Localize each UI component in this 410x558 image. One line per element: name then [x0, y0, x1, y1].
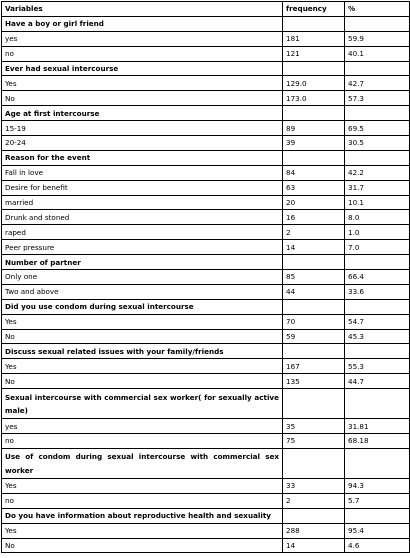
- row-percent: 54.7: [345, 314, 410, 329]
- section-row: [2, 16, 410, 31]
- row-label: No: [2, 91, 283, 106]
- row-percent: 59.9: [345, 31, 410, 46]
- header-variables: Variables: [2, 2, 283, 17]
- empty-cell: [345, 16, 410, 31]
- row-percent: 44.7: [345, 374, 410, 389]
- row-label: yes: [2, 31, 283, 46]
- row-frequency: 2: [283, 225, 345, 240]
- row-label: Peer pressure: [2, 240, 283, 255]
- empty-cell: [345, 61, 410, 76]
- section-row: [2, 299, 410, 314]
- row-frequency: 33: [283, 478, 345, 493]
- empty-cell: [283, 16, 345, 31]
- row-percent: 95.4: [345, 523, 410, 538]
- row-label: Yes: [2, 478, 283, 493]
- section-title: Sexual intercourse with commercial sex worker( for sexually active male): [2, 389, 283, 419]
- table-row: [2, 31, 410, 46]
- row-percent: 10.1: [345, 195, 410, 210]
- row-label: Yes: [2, 76, 283, 91]
- row-percent: 94.3: [345, 478, 410, 493]
- section-row: [2, 389, 410, 419]
- row-percent: 68.18: [345, 434, 410, 449]
- row-frequency: 70: [283, 314, 345, 329]
- row-label: 20-24: [2, 136, 283, 151]
- row-percent: 45.3: [345, 329, 410, 344]
- row-percent: 42.7: [345, 76, 410, 91]
- section-row: [2, 344, 410, 359]
- row-label: Desire for benefit: [2, 180, 283, 195]
- table-row: [2, 314, 410, 329]
- row-label: Two and above: [2, 284, 283, 299]
- row-percent: 30.5: [345, 136, 410, 151]
- empty-cell: [283, 389, 345, 419]
- header-percent: %: [345, 2, 410, 17]
- row-frequency: 84: [283, 165, 345, 180]
- empty-cell: [283, 150, 345, 165]
- empty-cell: [345, 106, 410, 121]
- empty-cell: [345, 150, 410, 165]
- row-percent: 4.6: [345, 538, 410, 553]
- empty-cell: [283, 448, 345, 478]
- header-row: [2, 2, 410, 17]
- section-row: [2, 61, 410, 76]
- row-percent: 31.81: [345, 419, 410, 434]
- section-title: Ever had sexual intercourse: [2, 61, 283, 76]
- empty-cell: [283, 344, 345, 359]
- empty-cell: [345, 448, 410, 478]
- row-label: 15-19: [2, 121, 283, 136]
- row-label: married: [2, 195, 283, 210]
- row-label: Yes: [2, 523, 283, 538]
- empty-cell: [345, 255, 410, 270]
- row-frequency: 75: [283, 434, 345, 449]
- table-row: [2, 165, 410, 180]
- section-row: [2, 106, 410, 121]
- section-title: Number of partner: [2, 255, 283, 270]
- table-header: [2, 2, 410, 17]
- section-row: [2, 448, 410, 478]
- table-row: [2, 180, 410, 195]
- row-frequency: 59: [283, 329, 345, 344]
- row-percent: 31.7: [345, 180, 410, 195]
- header-frequency: frequency: [283, 2, 345, 17]
- row-label: No: [2, 538, 283, 553]
- table-body: [2, 16, 410, 553]
- row-frequency: 16: [283, 210, 345, 225]
- row-frequency: 288: [283, 523, 345, 538]
- table-row: [2, 374, 410, 389]
- empty-cell: [283, 106, 345, 121]
- table-row: [2, 240, 410, 255]
- table-row: [2, 478, 410, 493]
- row-frequency: 2: [283, 493, 345, 508]
- row-frequency: 35: [283, 419, 345, 434]
- section-title: Do you have information about reproductive health and sexuality: [2, 508, 283, 523]
- section-row: [2, 255, 410, 270]
- row-frequency: 14: [283, 538, 345, 553]
- row-frequency: 39: [283, 136, 345, 151]
- table-row: [2, 359, 410, 374]
- row-frequency: 121: [283, 46, 345, 61]
- row-percent: 8.0: [345, 210, 410, 225]
- survey-table: [1, 1, 410, 553]
- table-row: [2, 434, 410, 449]
- row-label: No: [2, 374, 283, 389]
- empty-cell: [283, 255, 345, 270]
- section-row: [2, 508, 410, 523]
- table-row: [2, 46, 410, 61]
- row-label: No: [2, 329, 283, 344]
- table-row: [2, 329, 410, 344]
- table-row: [2, 493, 410, 508]
- row-label: Yes: [2, 359, 283, 374]
- empty-cell: [345, 299, 410, 314]
- row-percent: 55.3: [345, 359, 410, 374]
- row-label: no: [2, 46, 283, 61]
- row-label: no: [2, 434, 283, 449]
- empty-cell: [283, 508, 345, 523]
- section-row: [2, 150, 410, 165]
- row-label: Yes: [2, 314, 283, 329]
- empty-cell: [345, 508, 410, 523]
- row-label: Drunk and stoned: [2, 210, 283, 225]
- table-row: [2, 225, 410, 240]
- table-row: [2, 538, 410, 553]
- table-row: [2, 91, 410, 106]
- section-title: Reason for the event: [2, 150, 283, 165]
- row-label: Only one: [2, 270, 283, 285]
- table-row: [2, 195, 410, 210]
- section-title: Use of condom during sexual intercourse with commercial sex worker: [2, 448, 283, 478]
- table-row: [2, 210, 410, 225]
- row-frequency: 181: [283, 31, 345, 46]
- row-label: no: [2, 493, 283, 508]
- table-row: [2, 136, 410, 151]
- row-label: yes: [2, 419, 283, 434]
- row-frequency: 135: [283, 374, 345, 389]
- row-percent: 1.0: [345, 225, 410, 240]
- table-row: [2, 76, 410, 91]
- row-percent: 69.5: [345, 121, 410, 136]
- table-row: [2, 419, 410, 434]
- row-label: Fall in love: [2, 165, 283, 180]
- row-frequency: 63: [283, 180, 345, 195]
- row-frequency: 14: [283, 240, 345, 255]
- table-row: [2, 523, 410, 538]
- row-frequency: 89: [283, 121, 345, 136]
- row-percent: 57.3: [345, 91, 410, 106]
- row-percent: 66.4: [345, 270, 410, 285]
- row-percent: 33.6: [345, 284, 410, 299]
- empty-cell: [283, 299, 345, 314]
- row-frequency: 173.0: [283, 91, 345, 106]
- section-title: Have a boy or girl friend: [2, 16, 283, 31]
- empty-cell: [283, 61, 345, 76]
- row-percent: 7.0: [345, 240, 410, 255]
- row-frequency: 85: [283, 270, 345, 285]
- table-row: [2, 284, 410, 299]
- section-title: Age at first intercourse: [2, 106, 283, 121]
- row-percent: 42.2: [345, 165, 410, 180]
- row-frequency: 44: [283, 284, 345, 299]
- section-title: Did you use condom during sexual intercourse: [2, 299, 283, 314]
- table-row: [2, 270, 410, 285]
- empty-cell: [345, 389, 410, 419]
- row-frequency: 20: [283, 195, 345, 210]
- row-percent: 40.1: [345, 46, 410, 61]
- table-row: [2, 121, 410, 136]
- section-title: Discuss sexual related issues with your family/friends: [2, 344, 283, 359]
- empty-cell: [345, 344, 410, 359]
- row-label: raped: [2, 225, 283, 240]
- row-frequency: 167: [283, 359, 345, 374]
- row-percent: 5.7: [345, 493, 410, 508]
- row-frequency: 129.0: [283, 76, 345, 91]
